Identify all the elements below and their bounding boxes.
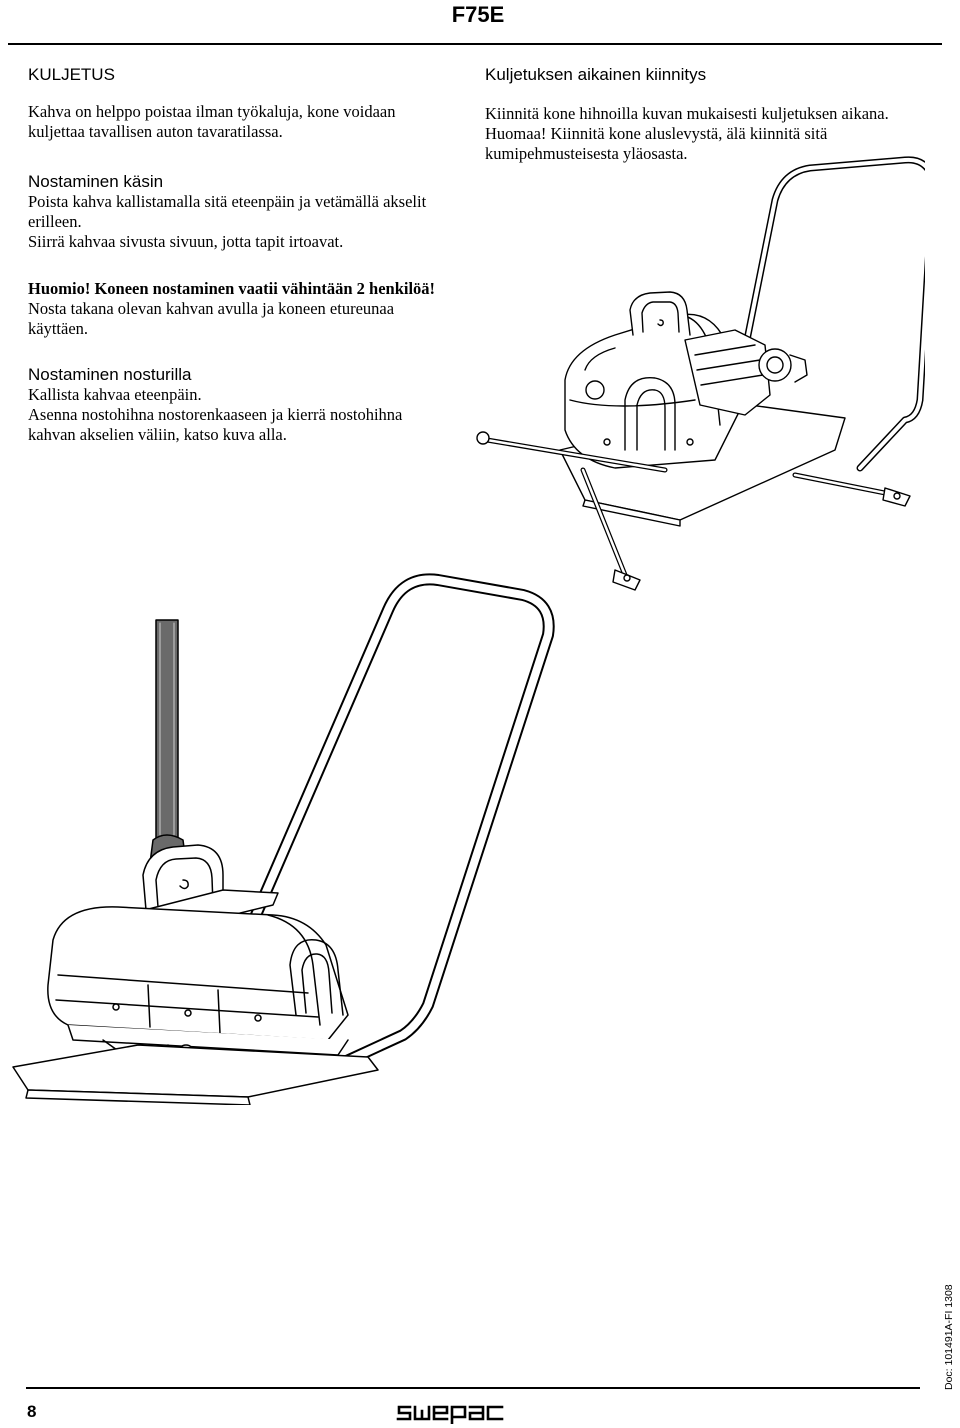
text-line: kahvan akselien väliin, katso kuva alla. (28, 425, 287, 444)
text-line: Asenna nostohihna nostorenkaaseen ja kierrä nostohihna (28, 405, 403, 424)
text-line: kuljettaa tavallisen auton tavaratilassa. (28, 122, 283, 141)
text-line: Kallista kahvaa eteenpäin. (28, 385, 202, 404)
text-line: Nosta takana olevan kahvan avulla ja koneen etureunaa (28, 299, 395, 318)
text-line: Kiinnitä kone hihnoilla kuvan mukaisesti kuljetuksen aikana. (485, 104, 889, 123)
heading-nosturilla: Nostaminen nosturilla (28, 365, 192, 384)
text-line: kumipehmusteisesta yläosasta. (485, 144, 688, 163)
crane-lifting-illustration (8, 545, 598, 1105)
text-line: Poista kahva kallistamalla sitä eteenpäin ja vetämällä akselit (28, 192, 427, 211)
heading-kuljetus: KULJETUS (28, 65, 115, 84)
transport-tiedown-illustration (465, 150, 925, 600)
heading-kasin: Nostaminen käsin (28, 172, 164, 191)
warning-line: Huomio! Koneen nostaminen vaatii vähintään 2 henkilöä! (28, 279, 436, 298)
section-nosturilla (28, 364, 448, 445)
document-reference: Doc: 101491A-FI 1308 (943, 1284, 955, 1390)
section-kiinnitys (485, 64, 935, 164)
footer-rule (26, 1387, 920, 1389)
section-kasin (28, 171, 448, 252)
text-line: Siirrä kahvaa sivusta sivuun, jotta tapit irtoavat. (28, 232, 344, 251)
section-kuljetus (28, 64, 448, 142)
text-line: erilleen. (28, 212, 82, 231)
text-line: Kahva on helppo poistaa ilman työkaluja, kone voidaan (28, 102, 396, 121)
text-line: käyttäen. (28, 319, 89, 338)
heading-kiinnitys: Kuljetuksen aikainen kiinnitys (485, 65, 707, 84)
section-huomio (28, 279, 448, 339)
page-number: 8 (27, 1402, 37, 1421)
text-line: Huomaa! Kiinnitä kone aluslevystä, älä kiinnitä sitä (485, 124, 828, 143)
swepac-logo (396, 1402, 520, 1424)
model-code: F75E (451, 2, 505, 27)
header-rule (8, 43, 942, 45)
